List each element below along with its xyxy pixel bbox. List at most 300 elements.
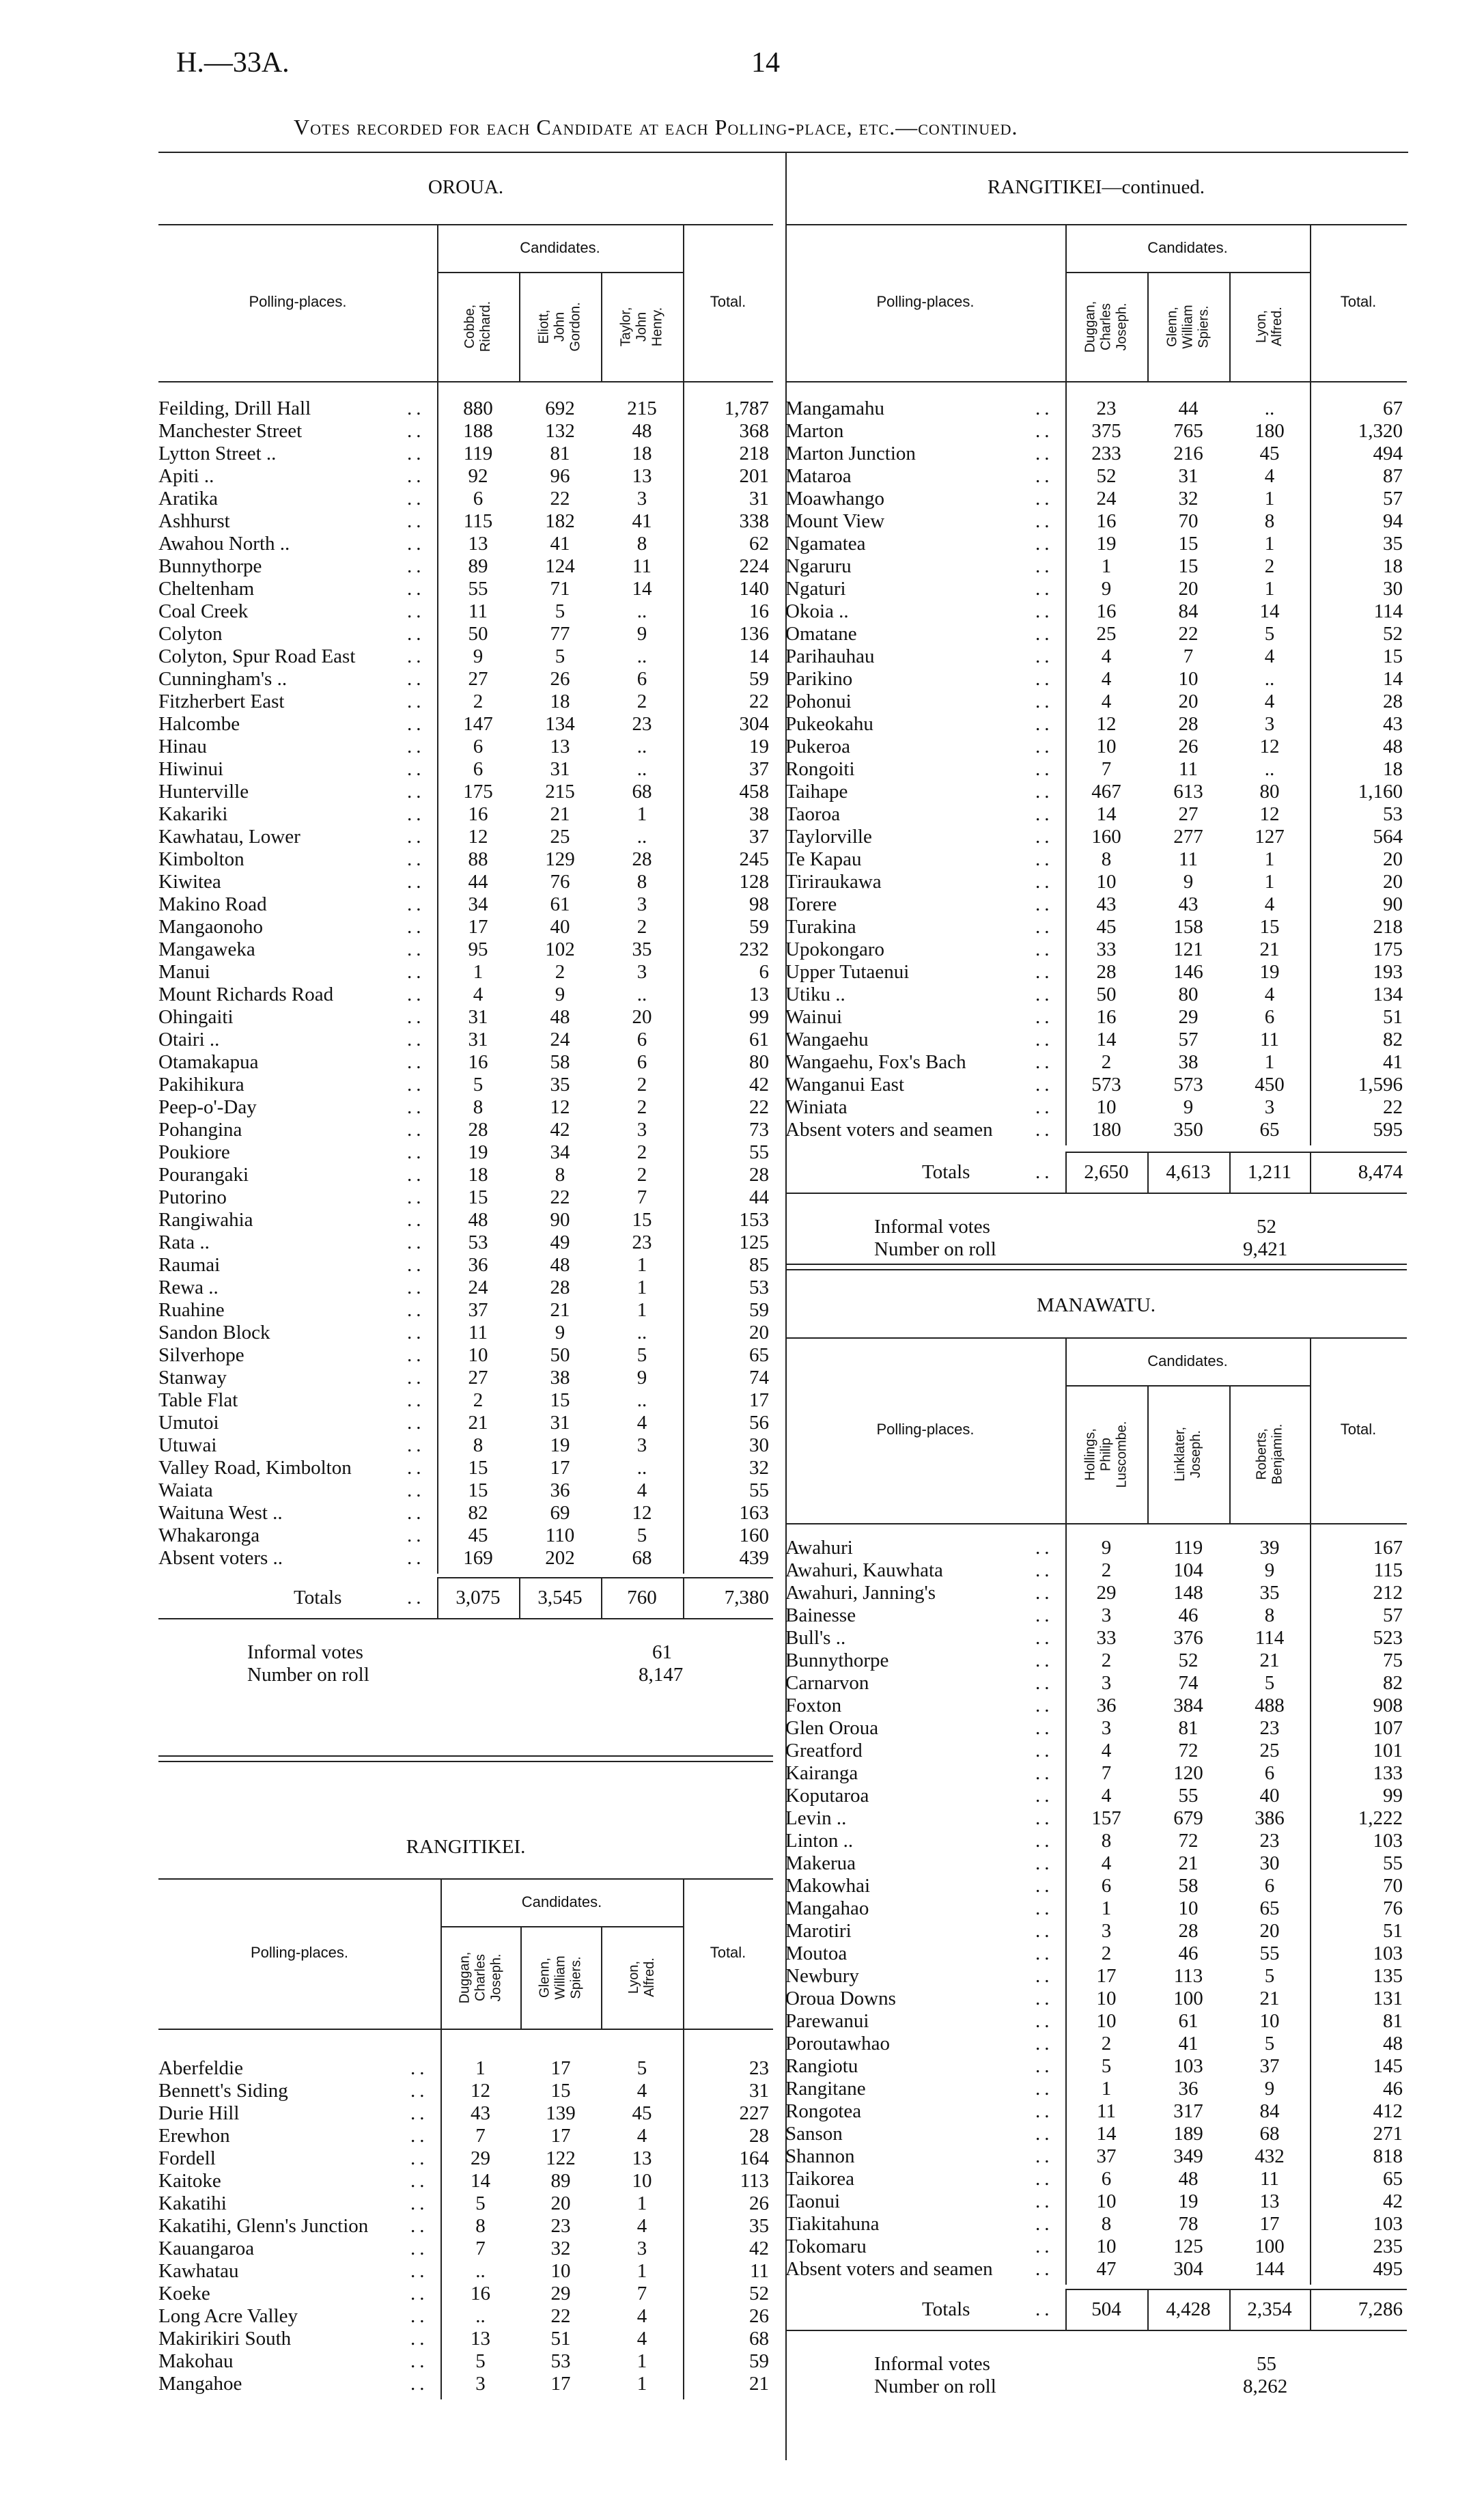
rangitikei-cont-totals-bottom-rule xyxy=(785,1193,1407,1194)
vote-count: 17 xyxy=(550,2373,571,2395)
vote-count: 43 xyxy=(1096,893,1117,915)
vote-count: 8 xyxy=(473,1096,484,1118)
table-row xyxy=(785,1965,1407,1988)
polling-place-name: Omatane xyxy=(785,623,857,645)
vote-count: 25 xyxy=(1259,1740,1280,1761)
vote-count: 41 xyxy=(1178,2033,1199,2055)
vote-count: 26 xyxy=(550,668,570,690)
vote-count: 9 xyxy=(1183,871,1194,893)
leader-dots: .. xyxy=(1035,1559,1054,1581)
row-total: 61 xyxy=(749,1029,769,1050)
vote-count: 14 xyxy=(632,578,652,600)
row-total: 245 xyxy=(739,848,769,870)
leader-dots: .. xyxy=(1035,2168,1054,2190)
polling-place-name: Feilding, Drill Hall xyxy=(158,398,311,419)
leader-dots: .. xyxy=(407,1412,425,1434)
oroua-body-vrule xyxy=(683,381,684,1574)
vote-count: 34 xyxy=(550,1141,570,1163)
row-total: 62 xyxy=(749,533,769,555)
polling-place-name: Pourangaki xyxy=(158,1164,249,1186)
vote-count: 375 xyxy=(1091,420,1121,442)
oroua-candidate-1 xyxy=(437,273,519,380)
vote-count: 12 xyxy=(632,1502,652,1524)
row-total: 80 xyxy=(749,1051,769,1073)
row-total: 31 xyxy=(749,488,769,510)
leader-dots: .. xyxy=(1035,893,1054,915)
polling-place-name: Peep-o'-Day xyxy=(158,1096,257,1118)
vote-count: 8 xyxy=(1264,1604,1275,1626)
vote-count: 39 xyxy=(1259,1537,1280,1559)
vote-count: 384 xyxy=(1173,1695,1203,1716)
polling-place-name: Bennett's Siding xyxy=(158,2080,288,2102)
oroua-totals-vrule xyxy=(683,1577,684,1618)
vote-count: 89 xyxy=(550,2170,571,2192)
vote-count: 68 xyxy=(1259,2123,1280,2145)
table-row xyxy=(785,781,1407,803)
vote-count: 8 xyxy=(636,533,647,555)
row-total: 164 xyxy=(739,2147,769,2169)
row-total: 1,160 xyxy=(1358,781,1403,803)
leader-dots: .. xyxy=(407,623,425,645)
table-row xyxy=(158,1344,773,1367)
polling-place-name: Linton .. xyxy=(785,1830,854,1852)
vote-count: 17 xyxy=(1259,2213,1280,2235)
row-total: 271 xyxy=(1373,2123,1403,2145)
leader-dots: .. xyxy=(410,2170,429,2192)
table-row xyxy=(158,1434,773,1457)
rangitikei-cont-totals-vrule xyxy=(1065,1152,1067,1193)
manawatu-totals-rule xyxy=(1065,2289,1407,2290)
polling-place-name: Wangaehu xyxy=(785,1029,869,1050)
rangitikei-cont-body-vrule xyxy=(1310,381,1311,1145)
vote-count: 573 xyxy=(1173,1074,1203,1096)
vote-count: 40 xyxy=(550,916,570,938)
table-row xyxy=(785,1627,1407,1649)
row-total: 338 xyxy=(739,510,769,532)
table-row xyxy=(158,758,773,781)
leader-dots: .. xyxy=(407,1006,425,1028)
vote-count: 41 xyxy=(550,533,570,555)
vote-count: 35 xyxy=(550,1074,570,1096)
manawatu-candidate-name: Hollings, Philip Luscombe. xyxy=(1082,1421,1130,1488)
polling-place-name: Makerua xyxy=(785,1852,856,1874)
leader-dots: .. xyxy=(407,1231,425,1253)
vote-count: 22 xyxy=(1178,623,1199,645)
table-row xyxy=(158,1209,773,1231)
polling-place-name: Absent voters .. xyxy=(158,1547,283,1569)
oroua-candidate-name: Taylor, John Henry. xyxy=(618,307,665,346)
vote-count: 1 xyxy=(1264,848,1275,870)
leader-dots: .. xyxy=(410,2350,429,2372)
rangitikei-cont-header-bottom-rule xyxy=(785,381,1407,382)
vote-count: 8 xyxy=(636,871,647,893)
polling-place-name: Moutoa xyxy=(785,1942,848,1964)
polling-place-name: Absent voters and seamen xyxy=(785,2258,993,2280)
vote-count: 182 xyxy=(545,510,575,532)
table-row xyxy=(158,510,773,533)
vote-count: 4 xyxy=(1264,893,1275,915)
vote-count: 72 xyxy=(1178,1740,1199,1761)
table-row xyxy=(785,398,1407,420)
table-row xyxy=(785,465,1407,488)
rangitikei-cont-totals-row xyxy=(785,1161,1407,1184)
leader-dots: .. xyxy=(410,2328,429,2350)
table-row xyxy=(785,961,1407,984)
vote-count: 175 xyxy=(463,781,493,803)
table-row xyxy=(158,938,773,961)
table-row xyxy=(158,803,773,826)
rangitikei-cont-header-top-rule xyxy=(785,224,1407,225)
polling-place-name: Makirikiri South xyxy=(158,2328,292,2350)
vote-count: 132 xyxy=(545,420,575,442)
vote-count: 765 xyxy=(1173,420,1203,442)
vote-count: 47 xyxy=(1096,2258,1117,2280)
polling-place-name: Waituna West .. xyxy=(158,1502,283,1524)
table-row xyxy=(158,443,773,465)
vote-count: 3 xyxy=(636,1119,647,1141)
rangitikei-polling-places-heading: Polling-places. xyxy=(250,1944,349,1961)
row-total: 224 xyxy=(739,555,769,577)
vote-count: 122 xyxy=(546,2147,576,2169)
table-row xyxy=(785,2258,1407,2281)
polling-place-name: Parewanui xyxy=(785,2010,869,2032)
vote-count: 488 xyxy=(1255,1695,1285,1716)
vote-count: 38 xyxy=(1178,1051,1199,1073)
vote-count: 84 xyxy=(1259,2100,1280,2122)
polling-place-name: Koputaroa xyxy=(785,1785,869,1807)
vote-count: 3 xyxy=(1264,713,1275,735)
polling-place-name: Marton xyxy=(785,420,844,442)
rangitikei-cont-totals-vrule xyxy=(1229,1152,1231,1193)
vote-count: 19 xyxy=(468,1141,488,1163)
leader-dots: .. xyxy=(407,1254,425,1276)
row-total: 30 xyxy=(749,1434,769,1456)
leader-dots: .. xyxy=(1035,2258,1054,2280)
vote-count: 9 xyxy=(1264,2078,1275,2100)
vote-count: 4 xyxy=(1101,1785,1112,1807)
rangitikei-header-bottom-rule xyxy=(158,2029,773,2030)
vote-count: 188 xyxy=(463,420,493,442)
polling-place-name: Wainui xyxy=(785,1006,843,1028)
vote-count: .. xyxy=(636,1389,647,1411)
polling-place-name: Kakariki xyxy=(158,803,228,825)
candidate-total: 3,075 xyxy=(456,1587,501,1608)
row-total: 35 xyxy=(749,2215,769,2237)
polling-place-name: Halcombe xyxy=(158,713,240,735)
leader-dots: .. xyxy=(407,1164,425,1186)
row-total: 26 xyxy=(749,2192,769,2214)
leader-dots: .. xyxy=(1035,713,1054,735)
oroua-totals-vrule xyxy=(601,1577,602,1618)
vote-count: 58 xyxy=(550,1051,570,1073)
polling-place-name: Rongoiti xyxy=(785,758,855,780)
leader-dots: .. xyxy=(1035,1897,1054,1919)
table-row xyxy=(158,1074,773,1096)
vote-count: 10 xyxy=(1178,668,1199,690)
row-total: 128 xyxy=(739,871,769,893)
vote-count: 13 xyxy=(471,2328,490,2350)
leader-dots: .. xyxy=(1035,1672,1054,1694)
table-row xyxy=(158,1051,773,1074)
leader-dots: .. xyxy=(407,1322,425,1343)
document-code: H.—33A. xyxy=(176,47,290,79)
vote-count: 233 xyxy=(1091,443,1121,464)
vote-count: 692 xyxy=(545,398,575,419)
vote-count: 147 xyxy=(463,713,493,735)
vote-count: 55 xyxy=(1259,1942,1280,1964)
row-total: 46 xyxy=(1383,2078,1403,2100)
vote-count: 1 xyxy=(636,2192,647,2214)
table-row xyxy=(158,826,773,848)
row-total: 98 xyxy=(749,893,769,915)
vote-count: 15 xyxy=(632,1209,652,1231)
oroua-section-end-rule xyxy=(158,1761,773,1762)
table-row xyxy=(158,2125,773,2147)
polling-place-name: Winiata xyxy=(785,1096,848,1118)
polling-place-name: Mangaweka xyxy=(158,938,255,960)
vote-count: 3 xyxy=(1101,1672,1112,1694)
vote-count: 4 xyxy=(1264,691,1275,712)
vote-count: 50 xyxy=(550,1344,570,1366)
leader-dots: .. xyxy=(1035,2213,1054,2235)
row-total: 28 xyxy=(749,1164,769,1186)
vote-count: 52 xyxy=(1178,1649,1199,1671)
vote-count: 10 xyxy=(632,2170,652,2192)
vote-count: 5 xyxy=(1264,1672,1275,1694)
polling-place-name: Bunnythorpe xyxy=(785,1649,889,1671)
vote-count: 38 xyxy=(550,1367,570,1389)
vote-count: 15 xyxy=(1259,916,1280,938)
table-row xyxy=(785,1006,1407,1029)
vote-count: 84 xyxy=(1178,600,1199,622)
vote-count: 21 xyxy=(1259,1988,1280,2009)
polling-place-name: Mangahao xyxy=(785,1897,869,1919)
leader-dots: .. xyxy=(1035,443,1054,464)
rangitikei-cont-total-heading: Total. xyxy=(1340,293,1377,310)
table-row xyxy=(158,961,773,984)
polling-place-name: Manui xyxy=(158,961,210,983)
table-row xyxy=(158,916,773,938)
vote-count: 68 xyxy=(632,781,652,803)
vote-count: 31 xyxy=(1178,465,1199,487)
table-row xyxy=(158,1029,773,1051)
polling-place-name: Wanganui East xyxy=(785,1074,905,1096)
vote-count: 12 xyxy=(550,1096,570,1118)
vote-count: 46 xyxy=(1178,1604,1199,1626)
table-row xyxy=(785,803,1407,826)
leader-dots: .. xyxy=(410,2283,429,2304)
vote-count: 613 xyxy=(1173,781,1203,803)
vote-count: 17 xyxy=(468,916,488,938)
row-total: 131 xyxy=(1373,1988,1403,2009)
leader-dots: .. xyxy=(407,1186,425,1208)
vote-count: 30 xyxy=(1259,1852,1280,1874)
polling-place-name: Pukeroa xyxy=(785,736,851,757)
vote-count: 26 xyxy=(1178,736,1199,757)
vote-count: 9 xyxy=(1101,578,1112,600)
polling-place-name: Levin .. xyxy=(785,1807,847,1829)
leader-dots: .. xyxy=(407,443,425,464)
vote-count: 9 xyxy=(555,1322,565,1343)
oroua-candidate-3 xyxy=(601,273,683,380)
vote-count: 7 xyxy=(1101,1762,1112,1784)
table-row xyxy=(785,2100,1407,2123)
grand-total: 7,286 xyxy=(1358,2298,1403,2320)
row-total: 32 xyxy=(749,1457,769,1479)
table-row xyxy=(158,668,773,691)
oroua-polling-places-heading: Polling-places. xyxy=(249,293,347,310)
vote-count: 573 xyxy=(1091,1074,1121,1096)
vote-count: 45 xyxy=(468,1524,488,1546)
vote-count: 21 xyxy=(468,1412,488,1434)
vote-count: 2 xyxy=(636,1074,647,1096)
vote-count: 13 xyxy=(1259,2190,1280,2212)
vote-count: 1 xyxy=(636,2373,647,2395)
vote-count: 22 xyxy=(550,1186,570,1208)
vote-count: 6 xyxy=(1101,2168,1112,2190)
vote-count: 5 xyxy=(555,600,565,622)
row-total: 218 xyxy=(739,443,769,464)
row-total: 55 xyxy=(749,1141,769,1163)
vote-count: .. xyxy=(636,600,647,622)
vote-count: 6 xyxy=(636,1051,647,1073)
vote-count: 46 xyxy=(1178,1942,1199,1964)
vote-count: 4 xyxy=(1101,668,1112,690)
totals-label: Totals xyxy=(922,1161,970,1183)
vote-count: 20 xyxy=(550,2192,571,2214)
vote-count: 3 xyxy=(1101,1920,1112,1942)
row-total: 55 xyxy=(749,1479,769,1501)
vote-count: 2 xyxy=(636,691,647,712)
vote-count: 61 xyxy=(1178,2010,1199,2032)
leader-dots: .. xyxy=(1035,961,1054,983)
vote-count: 29 xyxy=(1096,1582,1117,1604)
vote-count: 17 xyxy=(1096,1965,1117,1987)
row-total: 20 xyxy=(1383,871,1403,893)
vote-count: 8 xyxy=(1101,848,1112,870)
row-total: 87 xyxy=(1383,465,1403,487)
vote-count: .. xyxy=(636,736,647,757)
vote-count: 350 xyxy=(1173,1119,1203,1141)
row-total: 52 xyxy=(749,2283,769,2304)
leader-dots: .. xyxy=(1035,938,1054,960)
row-total: 22 xyxy=(749,1096,769,1118)
leader-dots: .. xyxy=(407,1524,425,1546)
vote-count: 146 xyxy=(1173,961,1203,983)
row-total: 74 xyxy=(749,1367,769,1389)
roll-value: 8,262 xyxy=(1243,2376,1288,2397)
manawatu-totals-vrule xyxy=(1310,2289,1311,2330)
row-total: 82 xyxy=(1383,1672,1403,1694)
polling-place-name: Rangiotu xyxy=(785,2055,858,2077)
vote-count: 3 xyxy=(636,1434,647,1456)
leader-dots: .. xyxy=(407,645,425,667)
vote-count: 18 xyxy=(550,691,570,712)
vote-count: 4 xyxy=(636,1412,647,1434)
table-row xyxy=(158,555,773,578)
vote-count: 15 xyxy=(1178,555,1199,577)
row-total: 458 xyxy=(739,781,769,803)
table-row xyxy=(785,713,1407,736)
leader-dots: .. xyxy=(1035,1807,1054,1829)
leader-dots: .. xyxy=(1035,984,1054,1005)
polling-place-name: Makowhai xyxy=(785,1875,871,1897)
manawatu-totals-vrule xyxy=(1065,2289,1067,2330)
vote-count: 81 xyxy=(550,443,570,464)
leader-dots: .. xyxy=(407,984,425,1005)
polling-place-name: Mangaonoho xyxy=(158,916,264,938)
leader-dots: .. xyxy=(410,2057,429,2079)
table-row xyxy=(158,1119,773,1141)
vote-count: 4 xyxy=(473,984,484,1005)
table-row xyxy=(785,1074,1407,1096)
table-row xyxy=(158,2192,773,2215)
polling-place-name: Hiwinui xyxy=(158,758,224,780)
row-total: 218 xyxy=(1373,916,1403,938)
vote-count: 80 xyxy=(1178,984,1199,1005)
vote-count: 189 xyxy=(1173,2123,1203,2145)
vote-count: 139 xyxy=(546,2102,576,2124)
row-total: 44 xyxy=(749,1186,769,1208)
row-total: 101 xyxy=(1373,1740,1403,1761)
leader-dots: .. xyxy=(1035,2055,1054,2077)
vote-count: 19 xyxy=(1178,2190,1199,2212)
vote-count: 15 xyxy=(550,1389,570,1411)
vote-count: 376 xyxy=(1173,1627,1203,1649)
row-total: 59 xyxy=(749,916,769,938)
row-total: 125 xyxy=(739,1231,769,1253)
vote-count: 15 xyxy=(468,1186,488,1208)
leader-dots: .. xyxy=(410,2125,429,2147)
polling-place-name: Long Acre Valley xyxy=(158,2305,298,2327)
row-total: 523 xyxy=(1373,1627,1403,1649)
vote-count: 10 xyxy=(1096,736,1117,757)
vote-count: 15 xyxy=(1178,533,1199,555)
row-total: 42 xyxy=(749,1074,769,1096)
row-total: 232 xyxy=(739,938,769,960)
row-total: 75 xyxy=(1383,1649,1403,1671)
vote-count: 11 xyxy=(1260,1029,1279,1050)
vote-count: 2 xyxy=(473,1389,484,1411)
rangitikei-candidate-1 xyxy=(440,1927,520,2027)
vote-count: 5 xyxy=(475,2350,486,2372)
vote-count: 50 xyxy=(468,623,488,645)
polling-place-name: Kiwitea xyxy=(158,871,221,893)
manawatu-informal-row xyxy=(874,2353,1407,2376)
polling-place-name: Okoia .. xyxy=(785,600,849,622)
vote-count: 27 xyxy=(468,1367,488,1389)
table-row xyxy=(158,1006,773,1029)
vote-count: 24 xyxy=(550,1029,570,1050)
leader-dots: .. xyxy=(407,488,425,510)
manawatu-totals-vrule xyxy=(1147,2289,1149,2330)
table-row xyxy=(158,2238,773,2260)
polling-place-name: Rewa .. xyxy=(158,1277,219,1298)
row-total: 55 xyxy=(1383,1852,1403,1874)
vote-count: .. xyxy=(636,1322,647,1343)
vote-count: 15 xyxy=(550,2080,571,2102)
page-subtitle: Votes recorded for each Candidate at each Polling-place, etc.—continued. xyxy=(294,115,1018,139)
rangitikei-candidate-2 xyxy=(520,1927,601,2027)
row-total: 235 xyxy=(1373,2236,1403,2257)
vote-count: 65 xyxy=(1259,1897,1280,1919)
row-total: 26 xyxy=(749,2305,769,2327)
rangitikei-cont-candidate-name: Lyon, Alfred. xyxy=(1254,307,1285,346)
row-total: 59 xyxy=(749,1299,769,1321)
polling-place-name: Kimbolton xyxy=(158,848,244,870)
vote-count: 1 xyxy=(1101,555,1112,577)
table-row xyxy=(785,1672,1407,1695)
